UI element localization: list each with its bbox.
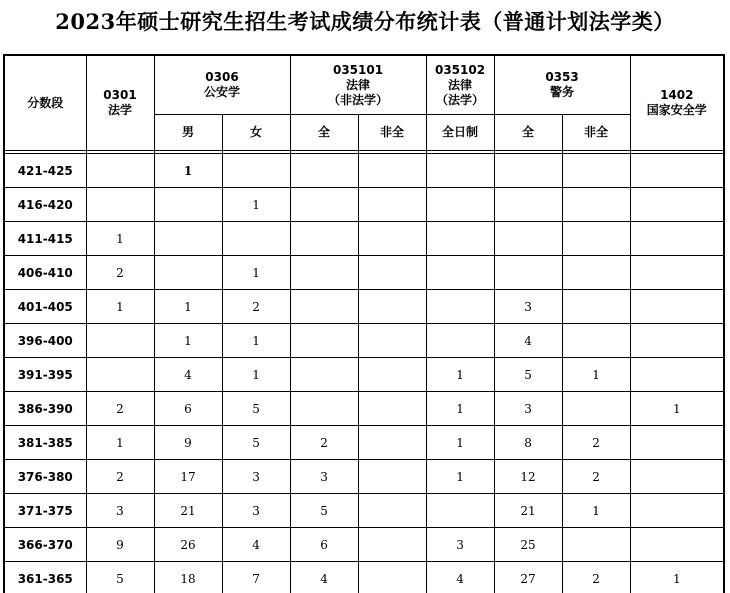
- table-row: [4, 154, 724, 188]
- count-cell: [86, 358, 154, 392]
- subheader-035101-parttime: 非全: [358, 115, 426, 151]
- count-cell: [222, 154, 290, 188]
- count-cell: 5: [290, 494, 358, 528]
- count-cell: 1: [222, 256, 290, 290]
- count-cell: 3: [494, 392, 562, 426]
- table-row: [4, 392, 724, 426]
- table-row: [4, 324, 724, 358]
- count-cell: [630, 528, 724, 562]
- count-cell: [562, 256, 630, 290]
- score-range-cell: 381-385: [4, 426, 86, 460]
- count-cell: 3: [86, 494, 154, 528]
- count-cell: [630, 222, 724, 256]
- count-cell: 1: [154, 290, 222, 324]
- count-cell: 4: [222, 528, 290, 562]
- count-cell: [290, 392, 358, 426]
- count-cell: 7: [222, 562, 290, 593]
- count-cell: 3: [222, 460, 290, 494]
- table-row: [4, 460, 724, 494]
- count-cell: 1: [154, 154, 222, 188]
- count-cell: 5: [86, 562, 154, 593]
- count-cell: 3: [290, 460, 358, 494]
- count-cell: 27: [494, 562, 562, 593]
- count-cell: 5: [494, 358, 562, 392]
- count-cell: 21: [494, 494, 562, 528]
- count-cell: [358, 324, 426, 358]
- count-cell: 2: [86, 460, 154, 494]
- count-cell: 1: [426, 392, 494, 426]
- count-cell: 1: [426, 426, 494, 460]
- count-cell: [426, 256, 494, 290]
- count-cell: 1: [562, 494, 630, 528]
- table-row: [4, 290, 724, 324]
- count-cell: 1: [630, 562, 724, 593]
- count-cell: 4: [290, 562, 358, 593]
- count-cell: [86, 324, 154, 358]
- count-cell: 26: [154, 528, 222, 562]
- count-cell: 1: [86, 426, 154, 460]
- count-cell: 12: [494, 460, 562, 494]
- count-cell: [222, 222, 290, 256]
- count-cell: [290, 188, 358, 222]
- count-cell: 3: [222, 494, 290, 528]
- count-cell: 2: [562, 562, 630, 593]
- subheader-0353-parttime: 非全: [562, 115, 630, 151]
- count-cell: 5: [222, 426, 290, 460]
- count-cell: 3: [494, 290, 562, 324]
- count-cell: 4: [154, 358, 222, 392]
- count-cell: 18: [154, 562, 222, 593]
- count-cell: [426, 188, 494, 222]
- count-cell: [630, 324, 724, 358]
- count-cell: [630, 256, 724, 290]
- subheader-0306-male: 男: [154, 115, 222, 151]
- count-cell: [290, 222, 358, 256]
- count-cell: [154, 222, 222, 256]
- subheader-035102-fulltime: 全日制: [426, 115, 494, 151]
- score-range-cell: 406-410: [4, 256, 86, 290]
- count-cell: [494, 188, 562, 222]
- score-range-cell: 366-370: [4, 528, 86, 562]
- count-cell: [358, 290, 426, 324]
- header-0306: 0306 公安学: [154, 55, 290, 115]
- count-cell: [358, 222, 426, 256]
- count-cell: [358, 392, 426, 426]
- count-cell: [290, 154, 358, 188]
- subheader-035101-full: 全: [290, 115, 358, 151]
- count-cell: [154, 188, 222, 222]
- count-cell: 3: [426, 528, 494, 562]
- header-1402: 1402 国家安全学: [630, 55, 724, 151]
- count-cell: 1: [86, 222, 154, 256]
- count-cell: 25: [494, 528, 562, 562]
- count-cell: 5: [222, 392, 290, 426]
- count-cell: [562, 290, 630, 324]
- count-cell: [562, 324, 630, 358]
- count-cell: 21: [154, 494, 222, 528]
- count-cell: 1: [222, 188, 290, 222]
- count-cell: 6: [154, 392, 222, 426]
- count-cell: [290, 358, 358, 392]
- count-cell: [630, 358, 724, 392]
- score-range-cell: 376-380: [4, 460, 86, 494]
- count-cell: 1: [426, 358, 494, 392]
- header-035101: 035101 法律 （非法学）: [290, 55, 426, 115]
- count-cell: 17: [154, 460, 222, 494]
- count-cell: [426, 290, 494, 324]
- score-range-cell: 421-425: [4, 154, 86, 188]
- count-cell: [494, 154, 562, 188]
- count-cell: [562, 222, 630, 256]
- table-row: [4, 426, 724, 460]
- count-cell: [426, 222, 494, 256]
- count-cell: [630, 154, 724, 188]
- count-cell: 9: [154, 426, 222, 460]
- count-cell: 1: [426, 460, 494, 494]
- count-cell: [630, 460, 724, 494]
- header-range: 分数段: [4, 55, 86, 151]
- count-cell: 2: [290, 426, 358, 460]
- count-cell: [358, 562, 426, 593]
- count-cell: [358, 154, 426, 188]
- count-cell: [290, 290, 358, 324]
- score-range-cell: 371-375: [4, 494, 86, 528]
- table-row: [4, 562, 724, 593]
- count-cell: [630, 494, 724, 528]
- count-cell: 1: [562, 358, 630, 392]
- table-row: [4, 358, 724, 392]
- score-range-cell: 416-420: [4, 188, 86, 222]
- header-0301: 0301 法学: [86, 55, 154, 151]
- count-cell: [86, 188, 154, 222]
- count-cell: [630, 290, 724, 324]
- page-title: 2023年硕士研究生招生考试成绩分布统计表（普通计划法学类）: [55, 9, 675, 34]
- table-row: [4, 494, 724, 528]
- count-cell: 1: [154, 324, 222, 358]
- score-range-cell: 401-405: [4, 290, 86, 324]
- count-cell: 4: [426, 562, 494, 593]
- score-range-cell: 361-365: [4, 562, 86, 593]
- count-cell: [426, 494, 494, 528]
- table-row: [4, 256, 724, 290]
- count-cell: 2: [562, 460, 630, 494]
- table-row: [4, 528, 724, 562]
- count-cell: [630, 188, 724, 222]
- count-cell: [630, 426, 724, 460]
- count-cell: [562, 392, 630, 426]
- count-cell: [358, 426, 426, 460]
- count-cell: 2: [562, 426, 630, 460]
- count-cell: [426, 154, 494, 188]
- subheader-0306-female: 女: [222, 115, 290, 151]
- count-cell: [358, 528, 426, 562]
- count-cell: [86, 154, 154, 188]
- count-cell: [358, 188, 426, 222]
- count-cell: 8: [494, 426, 562, 460]
- count-cell: 2: [86, 256, 154, 290]
- count-cell: [426, 324, 494, 358]
- count-cell: [494, 256, 562, 290]
- score-distribution-table: [3, 54, 725, 593]
- count-cell: [358, 256, 426, 290]
- score-range-cell: 386-390: [4, 392, 86, 426]
- count-cell: 1: [630, 392, 724, 426]
- count-cell: 2: [222, 290, 290, 324]
- count-cell: [154, 256, 222, 290]
- count-cell: 4: [494, 324, 562, 358]
- count-cell: [358, 358, 426, 392]
- count-cell: [290, 324, 358, 358]
- score-range-cell: 391-395: [4, 358, 86, 392]
- subheader-0353-full: 全: [494, 115, 562, 151]
- count-cell: 6: [290, 528, 358, 562]
- count-cell: 1: [86, 290, 154, 324]
- count-cell: [562, 154, 630, 188]
- count-cell: 2: [86, 392, 154, 426]
- count-cell: [562, 528, 630, 562]
- table-row: [4, 188, 724, 222]
- table-body: [4, 151, 724, 593]
- header-035102: 035102 法律 （法学）: [426, 55, 494, 115]
- score-range-cell: 411-415: [4, 222, 86, 256]
- count-cell: [494, 222, 562, 256]
- count-cell: [290, 256, 358, 290]
- count-cell: [358, 494, 426, 528]
- count-cell: 1: [222, 358, 290, 392]
- count-cell: 9: [86, 528, 154, 562]
- count-cell: [358, 460, 426, 494]
- count-cell: 1: [222, 324, 290, 358]
- score-range-cell: 396-400: [4, 324, 86, 358]
- count-cell: [562, 188, 630, 222]
- table-row: [4, 222, 724, 256]
- header-0353: 0353 警务: [494, 55, 630, 115]
